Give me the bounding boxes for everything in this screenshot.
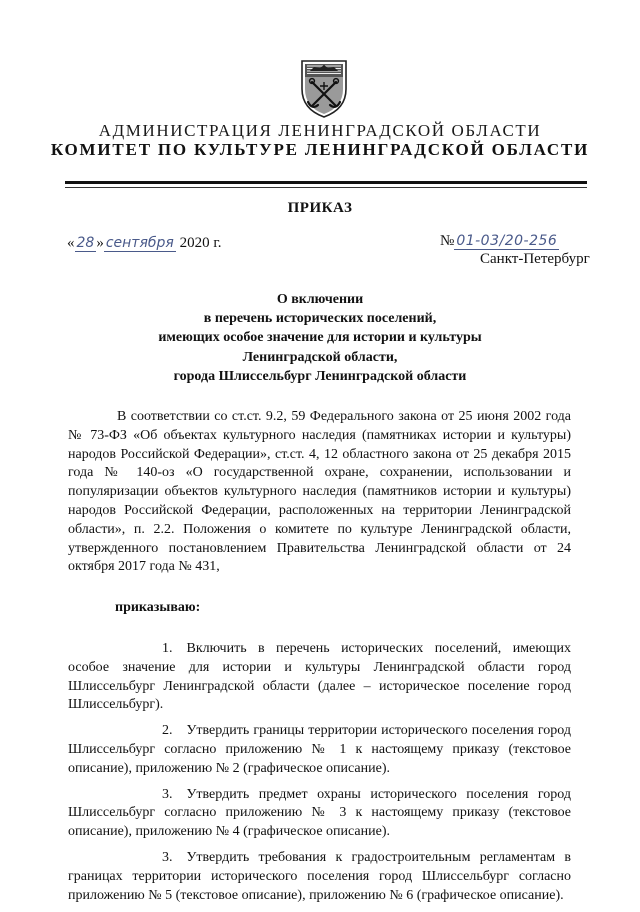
- order-item: [68, 722, 571, 778]
- coat-of-arms-icon: [298, 55, 350, 119]
- order-item-text: Включить в перечень исторических поселений, имеющих особое значение для истории и культуры Ленинградской области город Шлиссельбург Ленинградской области (далее – историческое поселение город Шлиссельбург).: [68, 640, 571, 713]
- date-month-handwritten: сентября: [105, 235, 174, 251]
- order-item-number: 1.: [162, 640, 173, 656]
- order-item: [68, 849, 571, 905]
- header-divider-thick: [65, 181, 587, 184]
- subject-line: в перечень исторических поселений,: [203, 311, 437, 327]
- subject-line: города Шлиссельбург Ленинградской области: [173, 368, 467, 384]
- subject-line: Ленинградской области,: [242, 349, 398, 365]
- org-name-line2: КОМИТЕТ ПО КУЛЬТУРЕ ЛЕНИНГРАДСКОЙ ОБЛАСТИ: [50, 140, 590, 159]
- order-item-number: 2.: [162, 723, 173, 739]
- subject-line: О включении: [276, 292, 364, 307]
- order-item: [68, 640, 571, 715]
- document-date: [67, 235, 222, 252]
- order-word: приказываю:: [115, 600, 201, 616]
- document-number: [440, 233, 559, 250]
- number-prefix: №: [440, 233, 455, 249]
- date-quote-close: »: [96, 235, 104, 251]
- order-item-text: Утвердить предмет охраны исторического поселения город Шлиссельбург согласно приложению № 3 к настоящему приказу (текстовое описание), приложению № 4 (графическое описание).: [68, 786, 571, 840]
- order-item-number: 3.: [162, 786, 173, 802]
- order-item-text: Утвердить требования к градостроительным регламентам в границах территории исторического поселения город Шлиссельбург согласно приложению № 5 (текстовое описание), приложению № 6 (графическое описание).: [68, 849, 571, 903]
- document-type-title: ПРИКАЗ: [287, 200, 353, 216]
- document-city: Санкт-Петербург: [480, 251, 590, 267]
- number-handwritten: 01-03/20-256: [456, 233, 558, 249]
- document-body: [68, 408, 571, 912]
- org-name-line1: АДМИНИСТРАЦИЯ ЛЕНИНГРАДСКОЙ ОБЛАСТИ: [98, 121, 542, 140]
- order-item-text: Утвердить границы территории исторического поселения город Шлиссельбург согласно приложению № 1 к настоящему приказу (текстовое описание), приложению № 2 (графическое описание).: [68, 723, 571, 776]
- order-item: [68, 786, 571, 842]
- date-day-handwritten: 28: [76, 235, 95, 251]
- subject-line: имеющих особое значение для истории и культуры: [158, 330, 482, 346]
- preamble-paragraph: В соответствии со ст.ст. 9.2, 59 Федерального закона от 25 июня 2002 года № 73-ФЗ «Об объектах культурного наследия (памятниках истории и культуры) народов Российской Федерации», ст.ст. 4, 12 областного закона от 25 декабря 2015 года № 140-оз «О государственной охране, сохранении, использовании и популяризации объектов культурного наследия (памятников истории и культуры) народов Российской Федерации, расположенных на территории Ленинградской области», п. 2.2. Положения о комитете по культуре Ленинградской области, утвержденного постановлением Правительства Ленинградской области от 24 октября 2017 года № 431,: [68, 409, 571, 575]
- header-divider-thin: [65, 187, 587, 188]
- date-year: 2020 г.: [179, 235, 222, 251]
- order-item-number: 3.: [162, 849, 173, 865]
- date-quote-open: «: [67, 235, 75, 251]
- document-subject: [100, 290, 540, 386]
